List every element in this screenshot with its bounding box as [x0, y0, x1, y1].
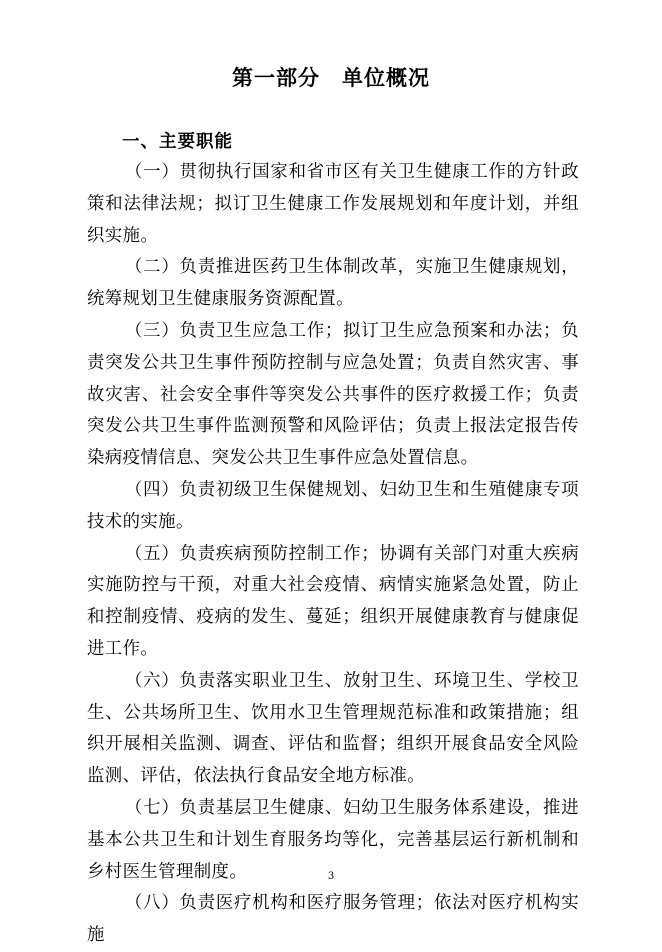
paragraph-duty-5: （五）负责疾病预防控制工作；协调有关部门对重大疾病实施防控与干预，对重大社会疫情、病情实施紧急处置，防止和控制疫情、疫病的发生、蔓延；组织开展健康教育与健康促进工作。 — [87, 543, 579, 659]
paragraph-duty-8: （八）负责医疗机构和医疗服务管理；依法对医疗机构实施 — [87, 893, 579, 946]
page-number: 3 — [327, 871, 335, 882]
section-heading: 一、主要职能 — [122, 132, 233, 152]
paragraph-duty-6: （六）负责落实职业卫生、放射卫生、环境卫生、学校卫生、公共场所卫生、饮用水卫生管理规范标准和政策措施；组织开展相关监测、调查、评估和监督；组织开展食品安全风险监测、评估，依法执行食品安全地方标准。 — [87, 670, 579, 787]
paragraph-duty-4: （四）负责初级卫生保健规划、妇幼卫生和生殖健康专项技术的实施。 — [87, 479, 579, 532]
page-title: 第一部分 单位概况 — [232, 66, 430, 90]
paragraph-duty-1: （一）贯彻执行国家和省市区有关卫生健康工作的方针政策和法律法规；拟订卫生健康工作发展规划和年度计划，并组织实施。 — [87, 162, 579, 246]
body-text — [87, 157, 579, 952]
paragraph-duty-7: （七）负责基层卫生健康、妇幼卫生服务体系建设，推进基本公共卫生和计划生育服务均等化，完善基层运行新机制和乡村医生管理制度。 — [87, 797, 579, 882]
paragraph-duty-2: （二）负责推进医药卫生体制改革，实施卫生健康规划，统筹规划卫生健康服务资源配置。 — [87, 257, 579, 310]
paragraph-duty-3: （三）负责卫生应急工作；拟订卫生应急预案和办法；负责突发公共卫生事件预防控制与应急处置；负责自然灾害、事故灾害、社会安全事件等突发公共事件的医疗救援工作；负责突发公共卫生事件监测预警和风险评估；负责上报法定报告传染病疫情信息、突发公共卫生事件应急处置信息。 — [87, 320, 579, 469]
